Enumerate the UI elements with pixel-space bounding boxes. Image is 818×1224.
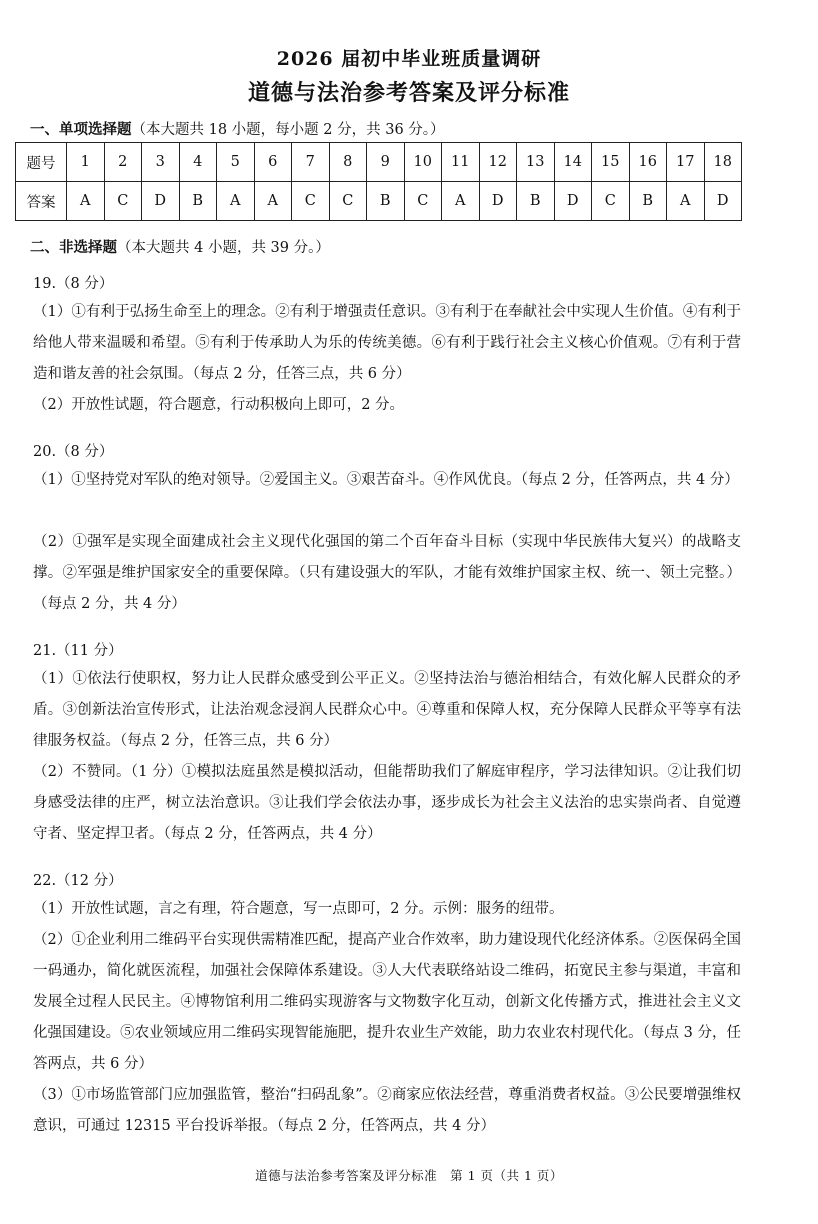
exam-title: 2026 届初中毕业班质量调研 <box>276 48 542 70</box>
row-label-answer: 答案 <box>16 182 67 221</box>
answer-cell: B <box>629 182 667 221</box>
section1-note: （本大题共 18 小题，每小题 2 分，共 36 分。） <box>131 122 445 138</box>
answer-cell: C <box>404 182 442 221</box>
q20-heading: 20.（8 分） <box>33 444 114 460</box>
answer-cell: A <box>254 182 292 221</box>
question-number: 11 <box>442 143 480 182</box>
answer-cell: C <box>104 182 142 221</box>
section2-heading: 二、非选择题 <box>30 240 117 256</box>
question-number: 13 <box>517 143 555 182</box>
answer-cell: A <box>217 182 255 221</box>
answer-cell: C <box>592 182 630 221</box>
question-number: 4 <box>179 143 217 182</box>
q20-part1: （1）①坚持党对军队的绝对领导。②爱国主义。③艰苦奋斗。④作风优良。（每点 2 分，任答两点，共 4 分） <box>33 472 739 488</box>
answer-cell: D <box>142 182 180 221</box>
q22-part3: （3）①市场监管部门应加强监管，整治“扫码乱象”。②商家应依法经营，尊重消费者权益。③公民要增强维权意识，可通过 12315 平台投诉举报。（每点 2 分，任答两点，共 4 分） <box>33 1087 741 1134</box>
q22-part2: （2）①企业利用二维码平台实现供需精准匹配，提高产业合作效率，助力建设现代化经济体系。②医保码全国一码通办，简化就医流程，加强社会保障体系建设。③人大代表联络站设二维码，拓宽民主参与渠道，丰富和发展全过程人民民主。④博物馆利用二维码实现游客与文物数字化互动，创新文化传播方式，推进社会主义文化强国建设。⑤农业领域应用二维码实现智能施肥，提升农业生产效能，助力农业农村现代化。（每点 3 分，任答两点，共 6 分） <box>33 932 741 1072</box>
answer-cell: A <box>667 182 705 221</box>
section1-heading: 一、单项选择题 <box>30 122 132 138</box>
answer-cell: A <box>67 182 105 221</box>
question-number: 17 <box>667 143 705 182</box>
question-number: 8 <box>329 143 367 182</box>
answer-cell: C <box>329 182 367 221</box>
q19-part2: （2）开放性试题，符合题意，行动积极向上即可，2 分。 <box>33 397 405 413</box>
answer-cell: C <box>292 182 330 221</box>
table-row-answers <box>16 182 742 221</box>
row-label-number: 题号 <box>16 143 67 182</box>
q22-part1: （1）开放性试题，言之有理，符合题意，写一点即可，2 分。示例：服务的纽带。 <box>33 901 564 917</box>
question-number: 3 <box>142 143 180 182</box>
question-number: 9 <box>367 143 405 182</box>
q20-part2: （2）①强军是实现全面建成社会主义现代化强国的第二个百年奋斗目标（实现中华民族伟大复兴）的战略支撑。②军强是维护国家安全的重要保障。（只有建设强大的军队，才能有效维护国家主权、统一、领土完整。）（每点 2 分，共 4 分） <box>33 534 741 612</box>
question-number: 10 <box>404 143 442 182</box>
question-number: 1 <box>67 143 105 182</box>
answer-cell: A <box>442 182 480 221</box>
question-number: 12 <box>479 143 517 182</box>
answer-cell: B <box>367 182 405 221</box>
question-number: 5 <box>217 143 255 182</box>
question-number: 7 <box>292 143 330 182</box>
section2-note: （本大题共 4 小题，共 39 分。） <box>117 240 330 256</box>
question-number: 16 <box>629 143 667 182</box>
question-number: 14 <box>554 143 592 182</box>
answer-cell: D <box>704 182 742 221</box>
question-number: 18 <box>704 143 742 182</box>
question-number: 6 <box>254 143 292 182</box>
q21-part2: （2）不赞同。（1 分）①模拟法庭虽然是模拟活动，但能帮助我们了解庭审程序，学习法律知识。②让我们切身感受法律的庄严，树立法治意识。③让我们学会依法办事，逐步成长为社会主义法治的忠实崇尚者、自觉遵守者、坚定捍卫者。（每点 2 分，任答两点，共 4 分） <box>33 764 741 842</box>
answer-cell: D <box>479 182 517 221</box>
question-number: 15 <box>592 143 630 182</box>
section1-heading-line <box>30 118 445 139</box>
question-number: 2 <box>104 143 142 182</box>
q21-part1: （1）①依法行使职权，努力让人民群众感受到公平正义。②坚持法治与德治相结合，有效化解人民群众的矛盾。③创新法治宣传形式，让法治观念浸润人民群众心中。④尊重和保障人权，充分保障人民群众平等享有法律服务权益。（每点 2 分，任答三点，共 6 分） <box>33 671 741 749</box>
answer-cell: B <box>179 182 217 221</box>
answer-table <box>15 142 742 221</box>
answer-cell: B <box>517 182 555 221</box>
page-footer: 道德与法治参考答案及评分标准 第 1 页（共 1 页） <box>255 1168 563 1183</box>
section2-heading-line <box>30 236 330 257</box>
q21-heading: 21.（11 分） <box>33 643 123 659</box>
q19-part1: （1）①有利于弘扬生命至上的理念。②有利于增强责任意识。③有利于在奉献社会中实现人生价值。④有利于给他人带来温暖和希望。⑤有利于传承助人为乐的传统美德。⑥有利于践行社会主义核心价值观。⑦有利于营造和谐友善的社会氛围。（每点 2 分，任答三点，共 6 分） <box>33 304 741 382</box>
answer-cell: D <box>554 182 592 221</box>
q19-heading: 19.（8 分） <box>33 276 114 292</box>
document-subtitle: 道德与法治参考答案及评分标准 <box>247 80 570 106</box>
table-row-numbers <box>16 143 742 182</box>
q22-heading: 22.（12 分） <box>33 873 123 889</box>
